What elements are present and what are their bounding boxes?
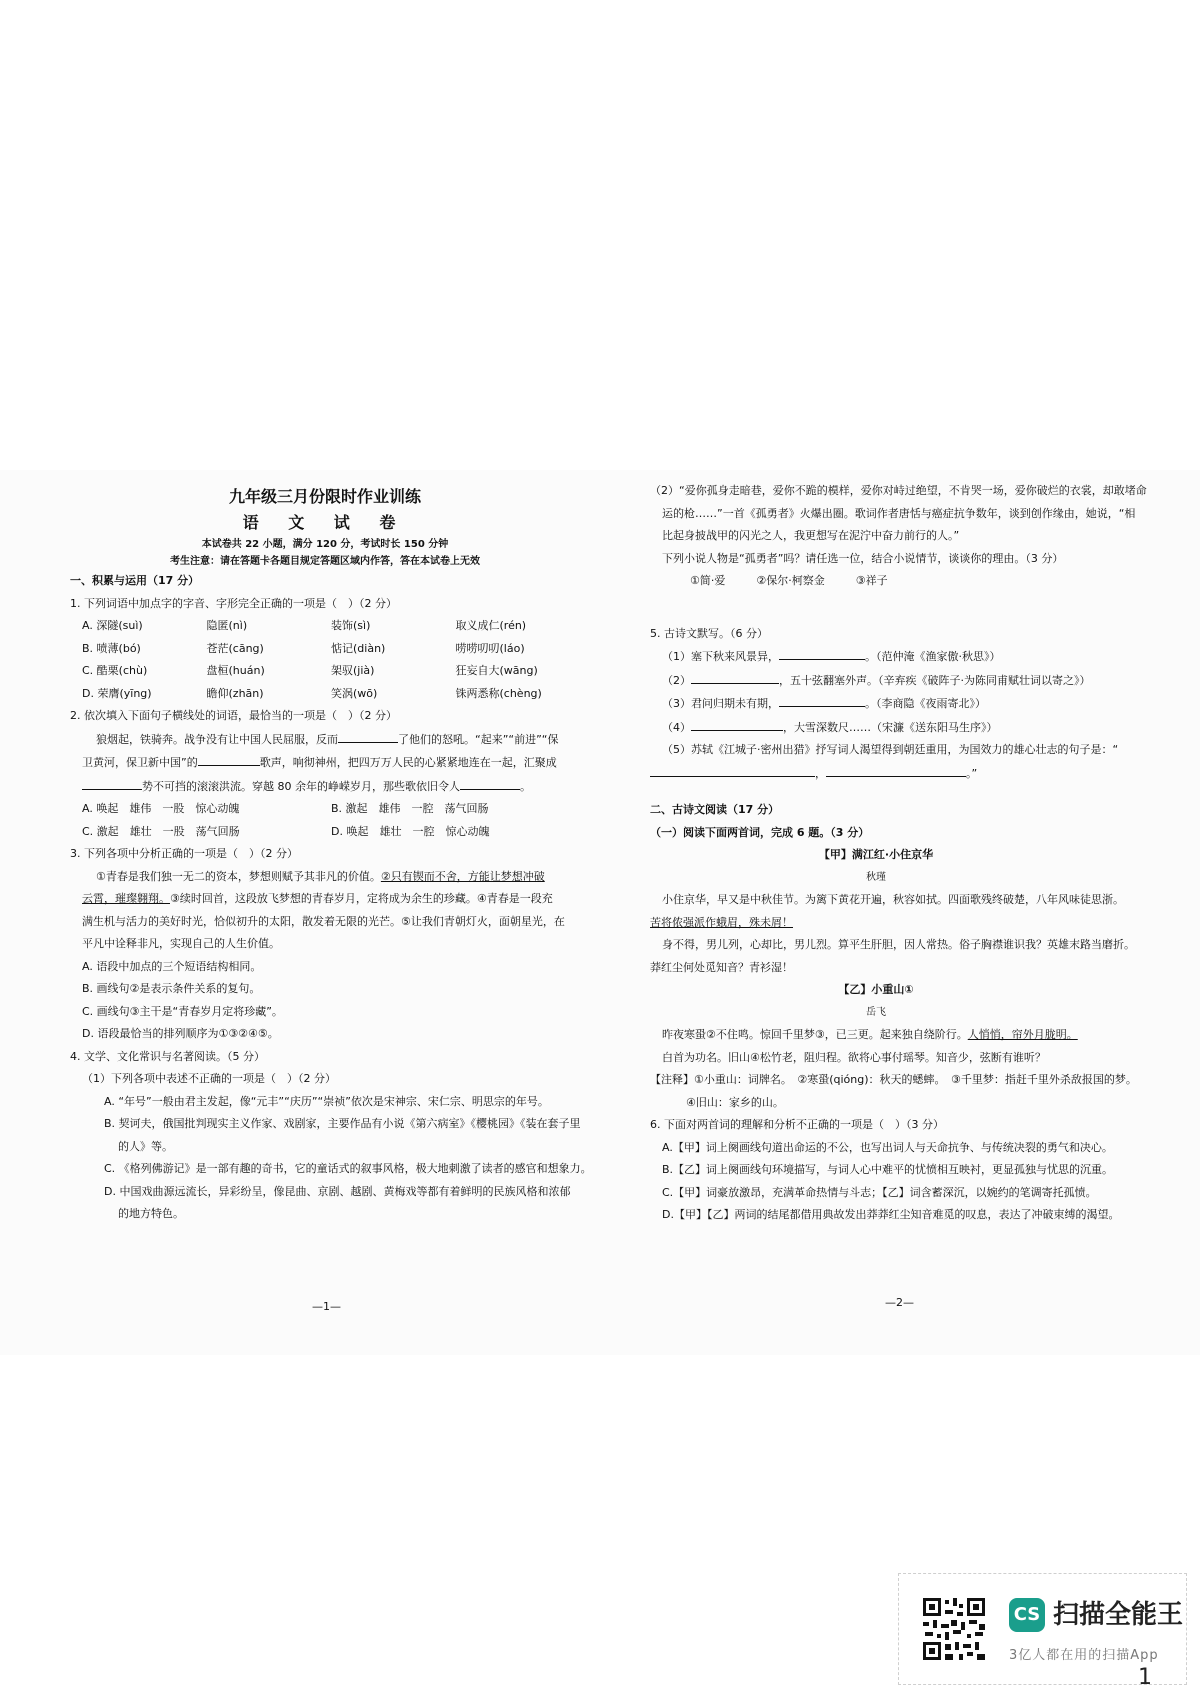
poem-2-line-1: 昨夜寒蛩②不住鸣。惊回千里梦③，已三更。起来独自绕阶行。人悄悄，帘外月胧明。 [662,1028,1078,1041]
q3-option-a: A. 语段中加点的三个短语结构相同。 [82,959,262,973]
q5-3: （3）君问归期未有期， 。（李商隐《夜雨寄北》） [650,692,1102,716]
q1-option-a-2: 隐匿(nì) [206,619,248,632]
camscanner-logo-icon: CS [1009,1598,1045,1632]
q1-option-d-1: D. 荣膺(yīng) [82,686,152,700]
q4-option-b-cont: 的人》等。 [118,1139,173,1153]
page-number-2: —2— [885,1296,914,1309]
poem-1-line-2: 苦将侬强派作蛾眉，殊未屑！ [650,915,793,929]
section-2-heading: 二、古诗文阅读（17 分） [650,803,780,816]
q1-option-b-1: B. 喷薄(bó) [82,641,141,655]
q4-2-line-3: 比起身披战甲的闪光之人，我更想写在泥泞中奋力前行的人。” [662,529,960,542]
answer-blank[interactable] [82,775,142,790]
answer-blank[interactable] [650,762,815,777]
answer-blank[interactable] [691,716,783,731]
choice-xiangzi: ③祥子 [855,574,888,587]
q3-option-b: B. 画线句②是表示条件关系的复句。 [82,982,261,995]
answer-blank[interactable] [460,775,520,790]
q6-option-d: D.【甲】【乙】两词的结尾都借用典故发出莽莽红尘知音难觅的叹息，表达了冲破束缚的渴望。 [662,1208,1120,1221]
q3-passage-line-3: 满生机与活力的美好时光，恰似初升的太阳，散发着无限的光芒。⑤让我们青朝灯火，面朝星光，在 [82,914,565,928]
question-4-1: （1）下列各项中表述不正确的一项是（ ）（2 分） [82,1072,336,1085]
q1-option-c-2: 盘桓(huán) [206,664,265,677]
page-number-1: —1— [312,1300,341,1313]
q1-option-b-4: 唠唠叨叨(láo) [455,641,525,655]
q2-option-b: B. 激起 雄伟 一腔 荡气回肠 [331,802,489,815]
section-1-heading: 一、积累与运用（17 分） [70,574,200,587]
q1-option-d-4: 铢两悉称(chèng) [455,686,542,700]
poem-1-line-3: 身不得，男儿列，心却比，男儿烈。算平生肝胆，因人常热。俗子胸襟谁识我？英雄末路当磨折。 [662,938,1135,951]
q4-2-choices [650,570,1102,593]
q1-option-d-3: 笑涡(wō) [331,686,378,700]
brand-name: 扫描全能王 [1053,1600,1184,1630]
q5-4: （4） ，大雪深数尺……（宋濂《送东阳马生序》） [650,716,1102,740]
answer-blank[interactable] [779,645,865,660]
poem-1-title: 【甲】满江红·小住京华 [818,848,934,861]
q1-options [70,615,580,705]
q2-option-d: D. 唤起 雄壮 一腔 惊心动魄 [331,824,490,838]
answer-blank[interactable] [691,669,779,684]
subsection-1-heading: （一）阅读下面两首词，完成 6 题。（3 分） [650,825,870,839]
choice-jane-eyre: ①简·爱 [690,574,726,587]
answer-blank[interactable] [779,692,865,707]
question-1: 1. 下列词语中加点字的字音、字形完全正确的一项是（ ）（2 分） [70,596,397,610]
q2-options [70,798,580,843]
q4-option-a: A. “年号”一般由君主发起，像“元丰”“庆历”“崇祯”依次是宋神宗、宋仁宗、明思宗的年号。 [104,1094,549,1108]
q1-option-a-4: 取义成仁(rén) [455,619,527,632]
q3-passage-line-4: 平凡中诠释非凡，实现自己的人生价值。 [82,937,280,950]
brand-tagline: 3亿人都在用的扫描App [1009,1648,1159,1663]
q4-2-line-2: 运的枪……”一首《孤勇者》火爆出圈。歌词作者唐恬与癌症抗争数年，谈到创作缘由，她说，“相 [662,506,1136,520]
q4-option-c: C. 《格列佛游记》是一部有趣的奇书，它的童话式的叙事风格，极大地刺激了读者的感官和想象力。 [104,1162,592,1175]
q4-option-d: D. 中国戏曲源远流长，异彩纷呈，像昆曲、京剧、越剧、黄梅戏等都有着鲜明的民族风格和浓郁 [104,1184,571,1198]
q2-passage-line-3: 势不可挡的滚滚洪流。穿越 80 余年的峥嵘岁月，那些歌依旧令人 。 [70,775,580,799]
q4-2-line-1: （2）“爱你孤身走暗巷，爱你不跪的模样，爱你对峙过绝望，不肯哭一场，爱你破烂的衣裳，却敢堵命 [650,484,1147,497]
q6-option-a: A.【甲】词上阕画线句道出命运的不公，也写出词人与天命抗争、与传统决裂的勇气和决心。 [662,1140,1113,1154]
poem-2-author: 岳飞 [866,1006,886,1018]
question-6: 6. 下面对两首词的理解和分析不正确的一项是（ ）（3 分） [650,1118,944,1131]
choice-pavel: ②保尔·柯察金 [756,574,825,587]
exam-subtitle: 语 文 试 卷 [242,513,408,532]
answer-blank[interactable] [198,751,260,766]
q5-2: （2） ，五十弦翻塞外声。（辛弃疾《破阵子·为陈同甫赋壮词以寄之》） [650,669,1102,693]
q5-5-answer-line: ， 。” [650,762,1102,786]
q1-option-d-2: 瞻仰(zhān) [206,686,264,700]
exam-info: 本试卷共 22 小题，满分 120 分，考试时长 150 分钟 [201,539,449,550]
q4-option-b: B. 契诃夫，俄国批判现实主义作家、戏剧家，主要作品有小说《第六病室》《樱桃园》《装在套子里 [104,1117,581,1130]
q1-option-c-1: C. 酷栗(chù) [82,664,148,677]
q3-passage-line-1: ①青春是我们独一无二的资本，梦想则赋予其非凡的价值。②只有锲而不舍，方能让梦想冲破 [96,869,545,883]
poem-notes-1: 【注释】①小重山：词牌名。 ②寒蛩(qióng)：秋天的蟋蟀。 ③千里梦：指赶千里外杀敌报国的梦。 [650,1073,1137,1086]
exam-notice: 考生注意：请在答题卡各题目规定答题区域内作答，答在本试卷上无效 [170,556,480,567]
q5-1: （1）塞下秋来风景异， 。（范仲淹《渔家傲·秋思》） [650,645,1102,669]
q1-option-c-3: 架驭(jià) [331,664,375,677]
q1-option-a-1: A. 深隧(suì) [82,619,143,632]
q1-option-c-4: 狂妄自大(wāng) [455,664,538,677]
q4-option-d-cont: 的地方特色。 [118,1207,184,1220]
q2-passage-line-2: 卫黄河，保卫新中国”的 歌声，响彻神州，把四万万人民的心紧紧地连在一起，汇聚成 [70,751,580,775]
q6-option-b: B.【乙】词上阕画线句环境描写，与词人心中难平的忧愤相互映衬，更显孤独与忧思的沉重。 [662,1163,1114,1176]
q4-2-line-4: 下列小说人物是“孤勇者”吗？请任选一位，结合小说情节，谈谈你的理由。（3 分） [662,551,1064,565]
q2-passage-line-1: 狼烟起，铁骑奔。战争没有让中国人民屈服，反而 了他们的怒吼。“起来”“前进”“保 [70,728,580,752]
qr-code-icon [921,1596,987,1662]
exam-page-1 [70,484,592,1226]
answer-blank[interactable] [338,728,398,743]
poem-1-line-1: 小住京华，早又是中秋佳节。为篱下黄花开遍，秋容如拭。四面歌残终破楚，八年风味徒思浙。 [662,893,1124,906]
q2-option-a: A. 唤起 雄伟 一股 惊心动魄 [82,802,240,815]
question-5: 5. 古诗文默写。（6 分） [650,626,768,640]
poem-1-line-4: 莽红尘何处觅知音？青衫湿！ [650,960,793,974]
q3-option-c: C. 画线句③主干是“青春岁月定将珍藏”。 [82,1004,283,1018]
q3-passage-line-2: 云霄，璀璨翱翔。③续时回首，这段放飞梦想的青春岁月，定将成为余生的珍藏。④青春是一段充 [82,892,553,905]
poem-1-author: 秋瑾 [866,871,886,883]
q2-option-c: C. 激起 雄壮 一股 荡气回肠 [82,824,240,838]
page-counter: 1 [1138,1665,1152,1690]
q3-option-d: D. 语段最恰当的排列顺序为①③②④⑤。 [82,1027,279,1040]
exam-title: 九年级三月份限时作业训练 [228,487,421,506]
q1-option-b-3: 惦记(diàn) [331,641,386,655]
poem-notes-2: ④旧山：家乡的山。 [686,1095,784,1109]
q5-5: （5）苏轼《江城子·密州出猎》抒写词人渴望得到朝廷重用，为国效力的雄心壮志的句子是：“ [662,743,1119,756]
exam-page-2 [650,480,1147,1227]
q1-option-a-3: 装饰(sì) [331,619,371,632]
poem-2-line-2: 白首为功名。旧山④松竹老，阻归程。欲将心事付瑶琴。知音少，弦断有谁听？ [662,1050,1046,1064]
q6-option-c: C.【甲】词豪放激昂，充满革命热情与斗志；【乙】词含蓄深沉，以婉约的笔调寄托孤愤。 [662,1185,1097,1199]
scanned-exam-sheet [0,470,1200,1355]
poem-2-title: 【乙】小重山① [838,983,914,996]
answer-blank[interactable] [826,762,966,777]
question-4: 4. 文学、文化常识与名著阅读。（5 分） [70,1049,265,1063]
question-2: 2. 依次填入下面句子横线处的词语，最恰当的一项是（ ）（2 分） [70,709,397,722]
q1-option-b-2: 苍茫(cāng) [206,641,264,655]
question-3: 3. 下列各项中分析正确的一项是（ ）（2 分） [70,847,298,860]
